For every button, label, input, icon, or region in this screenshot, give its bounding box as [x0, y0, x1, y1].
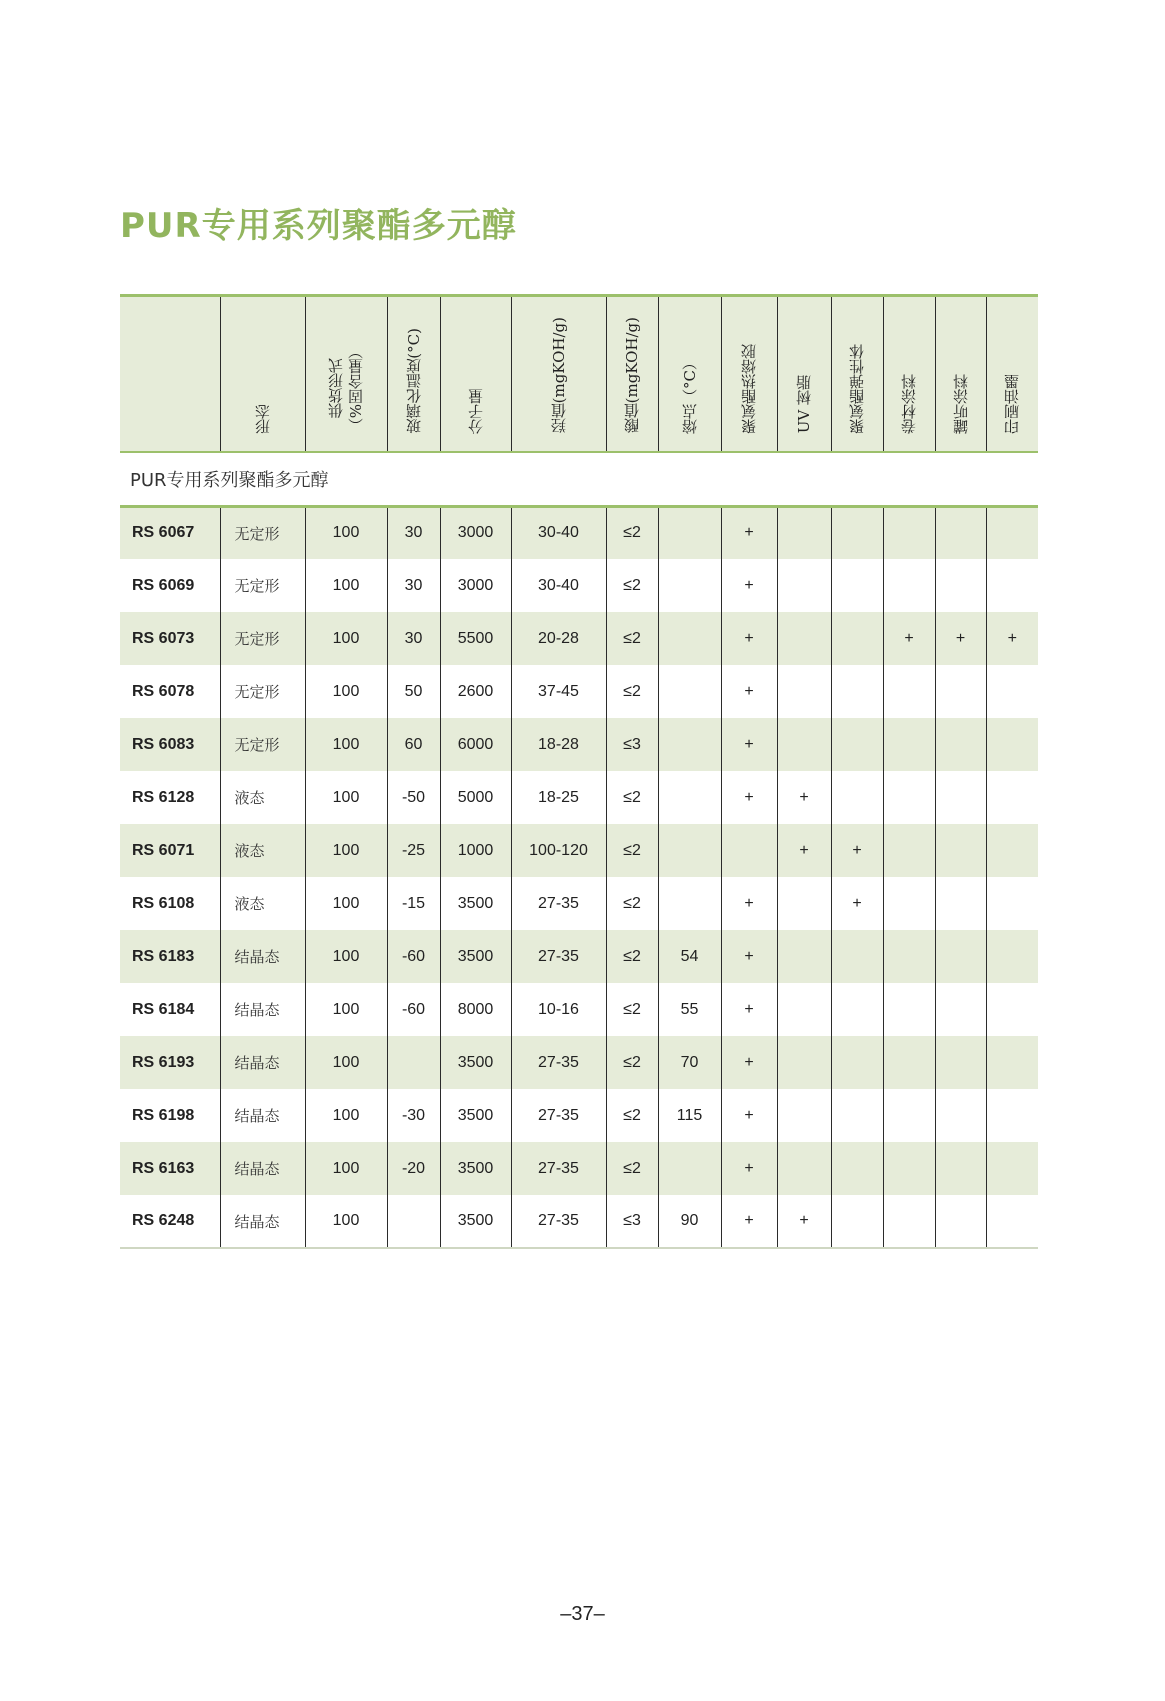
column-header-line1: 熔点（°C） [680, 354, 699, 434]
cell-form: 结晶态 [220, 1195, 305, 1248]
cell-app5 [935, 665, 986, 718]
column-header-supply [305, 296, 387, 452]
cell-app1: + [721, 1089, 777, 1142]
cell-tg: -20 [387, 1142, 440, 1195]
cell-form: 液态 [220, 771, 305, 824]
cell-mw: 3500 [440, 930, 511, 983]
cell-tg [387, 1195, 440, 1248]
cell-app6 [986, 718, 1038, 771]
cell-mp [658, 1142, 721, 1195]
cell-app5 [935, 877, 986, 930]
cell-app5 [935, 506, 986, 559]
cell-form: 无定形 [220, 506, 305, 559]
cell-app1: + [721, 983, 777, 1036]
cell-oh: 37-45 [511, 665, 606, 718]
cell-mp: 115 [658, 1089, 721, 1142]
page-number: –37– [560, 1603, 605, 1625]
table-row [120, 1089, 1038, 1142]
cell-app4 [883, 1089, 935, 1142]
cell-mp: 54 [658, 930, 721, 983]
cell-app6 [986, 1195, 1038, 1248]
column-header-line1: 酸值(mgKOH/g) [623, 317, 641, 434]
table-header-row [120, 296, 1038, 452]
column-header-acid [606, 296, 658, 452]
column-header-line1: 聚氨酯热熔胶 [740, 343, 758, 434]
cell-app1: + [721, 1195, 777, 1248]
cell-app5 [935, 718, 986, 771]
cell-app2: + [777, 824, 831, 877]
cell-app3 [831, 1036, 883, 1089]
cell-app6 [986, 665, 1038, 718]
cell-app5 [935, 559, 986, 612]
cell-app5 [935, 983, 986, 1036]
cell-app4 [883, 877, 935, 930]
cell-supply: 100 [305, 1195, 387, 1248]
cell-app4 [883, 559, 935, 612]
cell-acid: ≤2 [606, 665, 658, 718]
column-header-line1: UV 树脂 [795, 375, 813, 434]
table-row [120, 877, 1038, 930]
cell-mw: 3500 [440, 1195, 511, 1248]
column-header-label [899, 374, 919, 434]
cell-acid: ≤2 [606, 877, 658, 930]
cell-app3 [831, 930, 883, 983]
cell-supply: 100 [305, 983, 387, 1036]
cell-supply: 100 [305, 1142, 387, 1195]
cell-oh: 18-28 [511, 718, 606, 771]
cell-supply: 100 [305, 559, 387, 612]
cell-acid: ≤2 [606, 983, 658, 1036]
column-header-line1: 形态 [253, 403, 272, 434]
cell-product: RS 6163 [132, 1159, 195, 1177]
column-header-label [326, 344, 366, 433]
column-header-line1: 羟值(mgKOH/g) [549, 317, 568, 434]
table-row [120, 1195, 1038, 1248]
cell-app4 [883, 930, 935, 983]
cell-product: RS 6248 [120, 1195, 220, 1248]
cell-supply: 100 [305, 930, 387, 983]
cell-app5 [935, 930, 986, 983]
cell-mp [658, 559, 721, 612]
column-header-line1: 罐听涂料 [951, 373, 970, 434]
cell-tg [387, 1036, 440, 1089]
cell-mp: 55 [658, 983, 721, 1036]
cell-mp [658, 665, 721, 718]
cell-app2 [777, 1142, 831, 1195]
cell-tg: -15 [387, 877, 440, 930]
cell-oh: 27-35 [511, 1036, 606, 1089]
table-row [120, 930, 1038, 983]
column-header-line1: 玻璃化温度(°C) [404, 327, 423, 434]
column-header-label [622, 317, 642, 433]
cell-mw: 5500 [440, 612, 511, 665]
cell-acid: ≤2 [606, 771, 658, 824]
cell-mw: 3500 [440, 1089, 511, 1142]
cell-app3 [831, 983, 883, 1036]
column-header-label [847, 344, 867, 434]
cell-app2 [777, 983, 831, 1036]
cell-app6 [986, 1089, 1038, 1142]
section-row [120, 452, 1038, 507]
cell-app6 [986, 1142, 1038, 1195]
page-title: PUR专用系列聚酯多元醇 [120, 206, 517, 246]
cell-mw: 3500 [440, 1036, 511, 1089]
cell-app6 [986, 877, 1038, 930]
cell-oh: 30-40 [511, 506, 606, 559]
cell-mw: 5000 [440, 771, 511, 824]
cell-app3 [831, 559, 883, 612]
cell-app3 [831, 718, 883, 771]
cell-mw: 6000 [440, 718, 511, 771]
cell-app2 [777, 506, 831, 559]
cell-supply: 100 [305, 824, 387, 877]
cell-oh: 27-35 [511, 1195, 606, 1248]
cell-supply: 100 [305, 1036, 387, 1089]
cell-app6 [986, 559, 1038, 612]
cell-tg: -60 [387, 930, 440, 983]
column-header-line1: 卷材涂料 [900, 373, 918, 434]
cell-acid: ≤2 [606, 1089, 658, 1142]
cell-supply: 100 [305, 771, 387, 824]
cell-mp [658, 824, 721, 877]
table-row [120, 718, 1038, 771]
cell-product: RS 6078 [132, 682, 195, 700]
cell-app2 [777, 612, 831, 665]
column-header-app4 [883, 296, 935, 452]
column-header-mp [658, 296, 721, 452]
cell-app3 [831, 1195, 883, 1248]
column-header-line1: 聚氨酯弹性体 [848, 343, 866, 434]
cell-app4 [883, 718, 935, 771]
cell-app5 [935, 1089, 986, 1142]
cell-app4 [883, 1195, 935, 1248]
cell-app1: + [721, 771, 777, 824]
cell-app3 [831, 1142, 883, 1195]
cell-app5: + [935, 612, 986, 665]
cell-tg: -30 [387, 1089, 440, 1142]
cell-oh: 20-28 [511, 612, 606, 665]
cell-app1: + [721, 665, 777, 718]
cell-app2 [777, 718, 831, 771]
column-header-line1: 印刷油墨 [1003, 373, 1022, 434]
cell-app1: + [721, 930, 777, 983]
cell-app1: + [721, 612, 777, 665]
cell-app1 [721, 824, 777, 877]
table-row [120, 771, 1038, 824]
cell-app6 [986, 930, 1038, 983]
cell-tg: 30 [387, 612, 440, 665]
table-row [120, 506, 1038, 559]
cell-tg: -60 [387, 983, 440, 1036]
cell-tg: -50 [387, 771, 440, 824]
cell-app3: + [831, 824, 883, 877]
cell-form: 无定形 [220, 612, 305, 665]
column-header-app6 [986, 296, 1038, 452]
cell-app4 [883, 665, 935, 718]
cell-acid: ≤2 [606, 506, 658, 559]
cell-form: 结晶态 [220, 983, 305, 1036]
cell-oh: 100-120 [511, 824, 606, 877]
cell-app1: + [721, 1036, 777, 1089]
cell-mw: 8000 [440, 983, 511, 1036]
section-label: PUR专用系列聚酯多元醇 [120, 452, 1038, 507]
cell-oh: 27-35 [511, 930, 606, 983]
cell-oh: 18-25 [511, 771, 606, 824]
cell-mp: 90 [658, 1195, 721, 1248]
cell-app4 [883, 824, 935, 877]
cell-oh: 27-35 [511, 1142, 606, 1195]
cell-form: 结晶态 [220, 1036, 305, 1089]
cell-app6 [986, 824, 1038, 877]
column-header-tg [387, 296, 440, 452]
cell-supply: 100 [305, 1089, 387, 1142]
cell-app4 [883, 1036, 935, 1089]
column-header-line1: 供货形式 [327, 358, 345, 419]
cell-supply: 100 [305, 665, 387, 718]
column-header-label [549, 317, 569, 433]
table-row [120, 983, 1038, 1036]
cell-app5 [935, 824, 986, 877]
cell-app5 [935, 1036, 986, 1089]
cell-app3 [831, 771, 883, 824]
column-header-form [220, 296, 305, 452]
cell-app3 [831, 506, 883, 559]
cell-app4 [883, 983, 935, 1036]
cell-product: RS 6184 [132, 1000, 195, 1018]
cell-product: RS 6108 [132, 894, 195, 912]
cell-form: 结晶态 [220, 1142, 305, 1195]
table-row [120, 612, 1038, 665]
cell-tg: 60 [387, 718, 440, 771]
cell-form: 无定形 [220, 559, 305, 612]
table-row [120, 1036, 1038, 1089]
cell-acid: ≤2 [606, 930, 658, 983]
cell-mp [658, 506, 721, 559]
cell-mp: 70 [658, 1036, 721, 1089]
cell-product: RS 6069 [132, 576, 195, 594]
cell-app3 [831, 665, 883, 718]
cell-acid: ≤2 [606, 559, 658, 612]
cell-form: 无定形 [220, 665, 305, 718]
cell-mp [658, 718, 721, 771]
cell-app1: + [721, 877, 777, 930]
cell-supply: 100 [305, 877, 387, 930]
cell-app1: + [721, 506, 777, 559]
column-header-label [404, 328, 424, 434]
cell-mw: 1000 [440, 824, 511, 877]
cell-app2: + [777, 771, 831, 824]
table-row [120, 665, 1038, 718]
cell-app2 [777, 877, 831, 930]
cell-app6 [986, 983, 1038, 1036]
column-header-label [680, 355, 700, 434]
cell-oh: 27-35 [511, 877, 606, 930]
cell-mw: 3500 [440, 1142, 511, 1195]
cell-app6 [986, 1036, 1038, 1089]
cell-product: RS 6073 [132, 629, 195, 647]
column-header-label [739, 344, 759, 434]
cell-app2 [777, 559, 831, 612]
cell-supply: 100 [305, 506, 387, 559]
product-spec-table [120, 294, 1038, 1249]
cell-form: 液态 [220, 824, 305, 877]
cell-app3 [831, 1089, 883, 1142]
cell-app2 [777, 1089, 831, 1142]
cell-app4 [883, 1142, 935, 1195]
cell-acid: ≤2 [606, 1142, 658, 1195]
cell-app4 [883, 771, 935, 824]
cell-app5 [935, 1195, 986, 1248]
cell-app3: + [831, 877, 883, 930]
cell-app1: + [721, 559, 777, 612]
cell-form: 液态 [220, 877, 305, 930]
cell-form: 结晶态 [220, 930, 305, 983]
cell-tg: 30 [387, 559, 440, 612]
column-header-app5 [935, 296, 986, 452]
cell-form: 无定形 [220, 718, 305, 771]
column-header-product [120, 296, 220, 452]
cell-form: 结晶态 [220, 1089, 305, 1142]
cell-product: RS 6193 [132, 1053, 195, 1071]
cell-app2 [777, 930, 831, 983]
column-header-line1: 分子量 [466, 388, 485, 434]
cell-mp [658, 877, 721, 930]
cell-mw: 2600 [440, 665, 511, 718]
cell-app4 [883, 506, 935, 559]
table-row [120, 824, 1038, 877]
column-header-label [794, 375, 814, 433]
cell-oh: 10-16 [511, 983, 606, 1036]
cell-app6 [986, 506, 1038, 559]
column-header-label [951, 374, 971, 434]
cell-acid: ≤2 [606, 612, 658, 665]
cell-acid: ≤3 [606, 1195, 658, 1248]
cell-app6: + [986, 612, 1038, 665]
cell-app6 [986, 771, 1038, 824]
cell-product: RS 6071 [132, 841, 195, 859]
cell-acid: ≤2 [606, 1036, 658, 1089]
cell-product: RS 6198 [132, 1106, 195, 1124]
cell-tg: -25 [387, 824, 440, 877]
cell-oh: 27-35 [511, 1089, 606, 1142]
cell-supply: 100 [305, 612, 387, 665]
cell-product: RS 6128 [132, 788, 195, 806]
cell-app4: + [883, 612, 935, 665]
cell-app2 [777, 665, 831, 718]
cell-supply: 100 [305, 718, 387, 771]
cell-tg: 30 [387, 506, 440, 559]
column-header-label [466, 389, 486, 434]
cell-app5 [935, 771, 986, 824]
cell-app1: + [721, 1142, 777, 1195]
cell-app2 [777, 1036, 831, 1089]
cell-mw: 3500 [440, 877, 511, 930]
column-header-mw [440, 296, 511, 452]
table-row [120, 559, 1038, 612]
cell-app3 [831, 612, 883, 665]
cell-acid: ≤2 [606, 824, 658, 877]
column-header-app1 [721, 296, 777, 452]
column-header-line2: （%固含量） [347, 344, 365, 434]
cell-product: RS 6083 [132, 735, 195, 753]
cell-mp [658, 612, 721, 665]
table-row [120, 1142, 1038, 1195]
cell-mp [658, 771, 721, 824]
column-header-label [253, 404, 273, 434]
cell-product: RS 6183 [132, 947, 195, 965]
cell-mw: 3000 [440, 559, 511, 612]
cell-app5 [935, 1142, 986, 1195]
cell-product: RS 6067 [132, 524, 195, 542]
cell-mw: 3000 [440, 506, 511, 559]
column-header-oh [511, 296, 606, 452]
column-header-label [1002, 374, 1022, 434]
cell-app2: + [777, 1195, 831, 1248]
column-header-app3 [831, 296, 883, 452]
cell-acid: ≤3 [606, 718, 658, 771]
column-header-app2 [777, 296, 831, 452]
cell-app1: + [721, 718, 777, 771]
cell-oh: 30-40 [511, 559, 606, 612]
cell-tg: 50 [387, 665, 440, 718]
